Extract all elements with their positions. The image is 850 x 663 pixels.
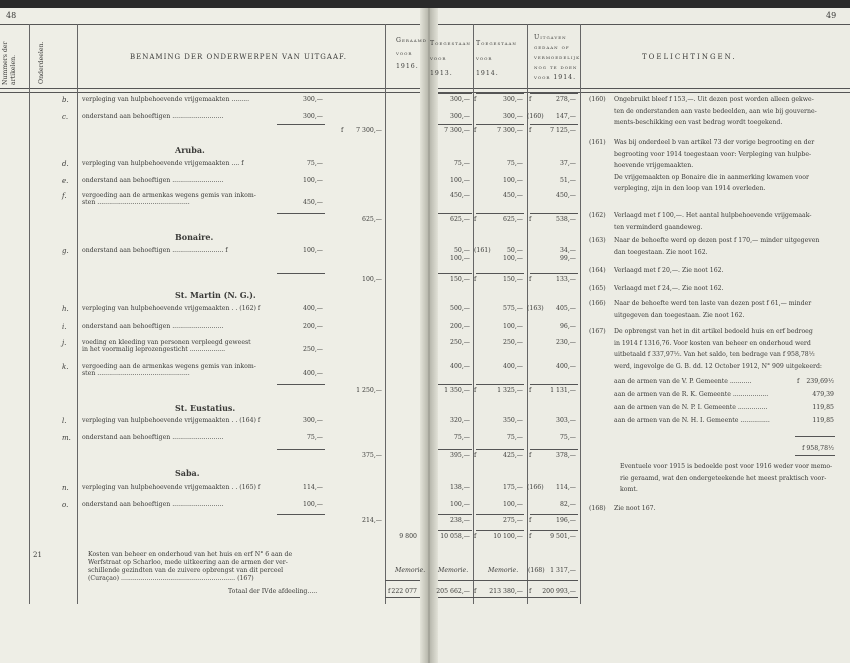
header-toelichtingen: TOELICHTINGEN.	[642, 53, 737, 61]
row-description-cont: sten ...............................................	[82, 370, 190, 377]
total-rule	[385, 580, 420, 581]
column-rule	[385, 24, 386, 604]
article-21-line: Werfstraat op Scharloo, mede uitkeering aan de armen der ver-	[88, 559, 288, 566]
row-letter: g.	[62, 247, 69, 255]
uitgaven-amount: 114,—	[556, 484, 576, 491]
toegestaan-1914-amount: 50,—	[506, 247, 523, 254]
toegestaan-1914-amount: 425,—	[503, 452, 523, 459]
toegestaan-1914-amount: 300,—	[503, 113, 523, 120]
toegestaan-1914-amount: 10 100,—	[493, 533, 523, 540]
currency-f: f	[529, 96, 532, 103]
note-line: Ongebruikt bleef f 153,—. Uit dezen post worden alleen gekwe-	[614, 96, 814, 103]
row-amount: 75,—	[306, 434, 323, 441]
section-title-aruba: Aruba.	[175, 145, 205, 155]
toegestaan-1913-amount: 300,—	[450, 96, 470, 103]
uitgaven-amount: 378,—	[556, 452, 576, 459]
toegestaan-1913-amount: 1 350,—	[444, 387, 470, 394]
currency-f: f	[529, 533, 532, 540]
sum-rule	[530, 530, 578, 531]
header-bottom-rule-right	[438, 88, 850, 89]
toegestaan-1914-amount: 100,—	[503, 177, 523, 184]
row-amount: 75,—	[306, 160, 323, 167]
header-geraamd-line: Geraamd	[396, 37, 427, 44]
note-line: begrooting voor 1914 toegestaan voor: Verpleging van hulpbe-	[614, 150, 812, 158]
toegestaan-1913-amount: 395,—	[450, 452, 470, 459]
toegestaan-1914-amount: 100,—	[503, 323, 523, 330]
toegestaan-1914-amount: 250,—	[503, 339, 523, 346]
note-line: in 1914 f 1316,76. Voor kosten van beheer en onderhoud werd	[614, 339, 811, 347]
header-top-rule-right	[438, 24, 850, 25]
sum-rule	[530, 273, 578, 274]
sum-rule	[530, 124, 578, 125]
row-letter: i.	[62, 323, 67, 331]
row-letter: l.	[62, 417, 67, 425]
row-description: onderstand aan behoeftigen .......................... f	[82, 247, 228, 254]
sum-rule	[476, 530, 524, 531]
toegestaan-1914-amount: 300,—	[503, 96, 523, 103]
note-ref: (168)	[528, 567, 545, 574]
currency-f: f	[474, 588, 477, 595]
uitgaven-amount: 538,—	[556, 216, 576, 223]
uitgaven-amount: 7 125,—	[550, 127, 576, 134]
uitgaven-amount: 37,—	[559, 160, 576, 167]
header-benaming: BENAMING DER ONDERWERPEN VAN UITGAAF.	[130, 53, 347, 61]
toegestaan-1913-amount: 7 300,—	[444, 127, 470, 134]
currency-f: f	[529, 387, 532, 394]
distribution-label: aan de armen van de V. P. Gemeente ...........	[614, 378, 752, 385]
right-page	[431, 8, 850, 663]
note-line: Was bij onderdeel b van artikel 73 der vorige begrooting en der	[614, 139, 815, 146]
row-description: voeding en kleeding van personen verpleegd geweest	[82, 339, 251, 346]
article-21-line: Kosten van beheer en onderhoud van het huis en erf N° 6 aan de	[88, 551, 293, 558]
note-number: (162)	[589, 212, 606, 219]
toegestaan-1913-amount: 450,—	[450, 192, 470, 199]
note-line: dan toegestaan. Zie noot 162.	[614, 248, 708, 256]
section-title-bonaire: Bonaire.	[175, 232, 214, 242]
eventual-line: rie geraamd, wat den ondergeteekende het meest praktisch voor-	[620, 474, 827, 482]
total-1913: 205 662,—	[436, 588, 470, 595]
toegestaan-1913-amount: 10 058,—	[440, 533, 470, 540]
total-rule-bottom	[438, 597, 578, 598]
note-line: De opbrengst van het in dit artikel bedoeld huis en erf bedroeg	[614, 328, 813, 335]
note-number: (168)	[589, 505, 606, 512]
subtotal-rule	[277, 449, 325, 450]
sum-rule	[438, 530, 472, 531]
note-line: Naar de behoefte werd ten laste van dezen post f 61,— minder	[614, 300, 812, 307]
row-amount: 300,—	[303, 96, 323, 103]
subtotal-rule	[277, 213, 325, 214]
note-line: Naar de behoefte werd op dezen post f 170,— minder uitgegeven	[614, 237, 820, 244]
total-rule	[438, 580, 578, 581]
header-toegestaan-1914-line: Toegestaan	[476, 40, 517, 47]
eventual-line: Eventuele voor 1915 is bedoelde post voor 1916 weder voor memo-	[620, 463, 833, 470]
sum-rule	[530, 384, 578, 385]
memorie-1914: Memorie.	[488, 567, 519, 574]
sum-rule	[530, 93, 578, 94]
toegestaan-1913-amount: 238,—	[450, 517, 470, 524]
currency-f: f	[529, 517, 532, 524]
currency-f: f	[474, 96, 477, 103]
row-amount: 100,—	[303, 501, 323, 508]
subtotal-rule	[277, 514, 325, 515]
sum-rule	[438, 384, 472, 385]
note-ref: (161)	[474, 247, 491, 254]
note-number: (166)	[589, 300, 606, 307]
note-line: ments-beschikking een vast bedrag wordt toegekend.	[614, 119, 783, 126]
toegestaan-1914-amount: 100,—	[503, 501, 523, 508]
row-letter: c.	[62, 113, 69, 121]
toegestaan-1914-amount: 575,—	[503, 305, 523, 312]
uitgaven-amount: 96,—	[559, 323, 576, 330]
row-amount: 300,—	[303, 113, 323, 120]
uitgaven-amount: 9 501,—	[550, 533, 576, 540]
toegestaan-1913-amount: 250,—	[450, 339, 470, 346]
subtotal-amount: 625,—	[362, 216, 382, 223]
distribution-rule	[795, 436, 835, 437]
row-letter: k.	[62, 363, 69, 371]
toegestaan-1913-amount: 400,—	[450, 363, 470, 370]
eventual-line: komt.	[620, 486, 638, 493]
column-rule	[527, 24, 528, 604]
header-top-rule	[0, 24, 420, 25]
uitgaven-amount: 405,—	[556, 305, 576, 312]
subtotal-amount: 7 300,—	[356, 127, 382, 134]
page-number-right: 49	[826, 11, 837, 20]
subtotal-amount: 214,—	[362, 517, 382, 524]
toegestaan-1913-amount: 100,—	[450, 255, 470, 262]
subtotal-amount: 100,—	[362, 276, 382, 283]
row-description: onderstand aan behoeftigen ..........................	[82, 113, 224, 120]
sum-rule	[530, 213, 578, 214]
row-amount: 450,—	[303, 199, 323, 206]
total-rule-bottom	[385, 597, 420, 598]
header-toegestaan-1914-line: 1914.	[476, 70, 499, 77]
row-description: onderstand aan behoeftigen ..........................	[82, 323, 224, 330]
currency-f: f	[474, 216, 477, 223]
sum-rule	[476, 93, 524, 94]
sum-rule	[438, 93, 472, 94]
note-ref: (163)	[527, 305, 544, 312]
row-description: verpleging van hulpbehoevende vrijgemaakten .........	[82, 96, 250, 103]
currency-f: f	[529, 127, 532, 134]
row-letter: o.	[62, 501, 69, 509]
subtotal-rule	[277, 273, 325, 274]
total-1914: 213 380,—	[489, 588, 523, 595]
toegestaan-1913-amount: 320,—	[450, 417, 470, 424]
uitgaven-amount: 303,—	[556, 417, 576, 424]
header-uitgaven-line: voor 1914.	[534, 74, 577, 81]
subtotal-amount: 1 250,—	[356, 387, 382, 394]
toegestaan-1913-amount: 200,—	[450, 323, 470, 330]
note-line: ten verminderd gaandeweg.	[614, 223, 703, 231]
row-amount: 400,—	[303, 305, 323, 312]
column-rule	[77, 24, 78, 604]
row-letter: f.	[62, 192, 67, 200]
distribution-amount: 119,85	[812, 417, 834, 424]
column-rule	[473, 24, 477, 604]
row-description: verpleging van hulpbehoevende vrijgemaakten . . (164) f	[82, 417, 261, 424]
row-description: onderstand aan behoeftigen ..........................	[82, 177, 224, 184]
toegestaan-1913-amount: 100,—	[450, 177, 470, 184]
note-line: Zie noot 167.	[614, 505, 656, 512]
currency-f: f	[529, 452, 532, 459]
uitgaven-amount: 450,—	[556, 192, 576, 199]
uitgaven-amount: 99,—	[559, 255, 576, 262]
note-line: uitgegeven dan toegestaan. Zie noot 162.	[614, 311, 745, 319]
header-nummers: Nummers der artikelen.	[2, 41, 17, 85]
column-rule	[29, 24, 30, 604]
toegestaan-1913-amount: 50,—	[453, 247, 470, 254]
subtotal-rule	[277, 124, 325, 125]
row-description: vergoeding aan de armenkas wegens gemis van inkom-	[82, 192, 256, 199]
row-letter: b.	[62, 96, 69, 104]
note-number: (163)	[589, 237, 606, 244]
uitgaven-amount: 278,—	[556, 96, 576, 103]
uitgaven-amount: 400,—	[556, 363, 576, 370]
note-line: Verlaagd met f 20,—. Zie noot 162.	[614, 267, 724, 274]
uitgaven-amount: 196,—	[556, 517, 576, 524]
header-uitgaven-line: nog te doen	[534, 64, 578, 71]
note-line: hoevende vrijgemaakten.	[614, 162, 694, 169]
toegestaan-1914-amount: 275,—	[503, 517, 523, 524]
toegestaan-1913-amount: 75,—	[453, 434, 470, 441]
note-ref: (166)	[527, 484, 544, 491]
header-toegestaan-1913-line: 1913.	[430, 70, 453, 77]
header-uitgaven-line: gedaan of	[534, 44, 570, 51]
note-line: verpleging, zijn in den loop van 1914 overleden.	[614, 185, 766, 192]
sum-rule	[476, 213, 524, 214]
toegestaan-1914-amount: 450,—	[503, 192, 523, 199]
currency-f: f	[474, 276, 477, 283]
toegestaan-1914-amount: 400,—	[503, 363, 523, 370]
note-line: uitbetaald f 337,97½. Van het saldo, ten bedrage van f 958,78½	[614, 351, 815, 358]
uitgaven-amount: 75,—	[559, 434, 576, 441]
row-description: vergoeding aan de armenkas wegens gemis van inkom-	[82, 363, 256, 370]
row-amount: 250,—	[303, 346, 323, 353]
header-toegestaan-1913-line: voor	[430, 55, 447, 62]
uitgaven-amount: 133,—	[556, 276, 576, 283]
uitgaven-amount: 82,—	[559, 501, 576, 508]
toegestaan-1914-amount: 75,—	[506, 160, 523, 167]
header-toegestaan-1914-line: voor	[476, 55, 493, 62]
currency-f: f	[529, 276, 532, 283]
total-uitgaven: 200 993,—	[542, 588, 576, 595]
currency-f: f	[388, 588, 391, 595]
distribution-label: aan de armen van de N. P. I. Gemeente ...............	[614, 404, 768, 411]
article-21-line: schillende gezindten van de zuivere opbrengst van dit perceel	[88, 567, 284, 574]
note-number: (160)	[589, 96, 606, 103]
currency-f: f	[797, 378, 800, 385]
subtotal-rule	[277, 384, 325, 385]
toegestaan-1913-amount: 100,—	[450, 501, 470, 508]
currency-f: f	[474, 127, 477, 134]
header-bottom-rule-2	[0, 92, 420, 93]
currency-f: f	[474, 452, 477, 459]
header-geraamd-line: 1916.	[396, 63, 419, 70]
sum-rule	[476, 514, 524, 515]
distribution-label: aan de armen van de N. H. I. Gemeente ...............	[614, 417, 770, 424]
sum-rule	[476, 449, 524, 450]
uitgaven-amount: 1 131,—	[550, 387, 576, 394]
distribution-amount: 239,69½	[806, 378, 834, 385]
row-description: verpleging van hulpbehoevende vrijgemaakten . . (165) f	[82, 484, 261, 491]
subtotal-amount: 375,—	[362, 452, 382, 459]
note-line: ten de onderstanden aan vaste bedeelden, aan wie bij gouverne-	[614, 107, 817, 115]
sum-rule	[476, 384, 524, 385]
total-label: Totaal der IVde afdeeling.....	[228, 588, 318, 595]
row-letter: e.	[62, 177, 69, 185]
currency-f: f	[529, 216, 532, 223]
currency-f: f	[529, 588, 532, 595]
page-number-left: 48	[6, 11, 17, 20]
header-bottom-rule	[0, 88, 420, 89]
toegestaan-1913-amount: 138,—	[450, 484, 470, 491]
column-rule	[580, 24, 581, 604]
toegestaan-1914-amount: 100,—	[503, 255, 523, 262]
toegestaan-1914-amount: 175,—	[503, 484, 523, 491]
row-description: verpleging van hulpbehoevende vrijgemaakten .... f	[82, 160, 244, 167]
sum-rule	[438, 449, 472, 450]
row-letter: h.	[62, 305, 69, 313]
note-ref: (160)	[527, 113, 544, 120]
note-number: (165)	[589, 285, 606, 292]
sum-rule	[438, 124, 472, 125]
note-line: Verlaagd met f 24,—. Zie noot 162.	[614, 285, 724, 292]
toegestaan-1913-amount: 625,—	[450, 216, 470, 223]
sum-rule	[438, 213, 472, 214]
row-amount: 400,—	[303, 370, 323, 377]
header-uitgaven-line: vermoedelijk	[534, 54, 581, 61]
distribution-label: aan de armen van de R. K. Gemeente ..................	[614, 391, 769, 398]
row-amount: 100,—	[303, 177, 323, 184]
header-geraamd-line: voor	[396, 50, 413, 57]
toegestaan-1914-amount: 75,—	[506, 434, 523, 441]
uitgaven-amount: 51,—	[559, 177, 576, 184]
row-description-cont: sten ...............................................	[82, 199, 190, 206]
note-number: (164)	[589, 267, 606, 274]
distribution-rule-bottom	[795, 455, 835, 456]
row-letter: j.	[62, 339, 67, 347]
currency-f: f	[474, 533, 477, 540]
sum-rule	[438, 273, 472, 274]
distribution-amount: 479,39	[812, 391, 834, 398]
uitgaven-amount: 1 317,—	[550, 567, 576, 574]
toegestaan-1914-amount: 7 300,—	[497, 127, 523, 134]
row-letter: n.	[62, 484, 69, 492]
article-21-line: (Curaçao) .......................................................... (167)	[88, 575, 254, 582]
toegestaan-1913-amount: 300,—	[450, 113, 470, 120]
header-toegestaan-1913-line: Toegestaan	[430, 40, 471, 47]
uitgaven-amount: 230,—	[556, 339, 576, 346]
note-number: (167)	[589, 328, 606, 335]
section-title-stmartin: St. Martin (N. G.).	[175, 290, 256, 300]
total-geraamd: 222 077	[391, 588, 417, 595]
row-amount: 200,—	[303, 323, 323, 330]
distribution-amount: 119,85	[812, 404, 834, 411]
uitgaven-amount: 147,—	[556, 113, 576, 120]
memorie-geraamd: Memorie.	[395, 567, 426, 574]
row-letter: d.	[62, 160, 69, 168]
section-title-saba: Saba.	[175, 468, 200, 478]
note-number: (161)	[589, 139, 606, 146]
note-line: Verlaagd met f 100,—. Het aantal hulpbehoevende vrijgemaak-	[614, 212, 812, 219]
toegestaan-1914-amount: 350,—	[503, 417, 523, 424]
row-amount: 114,—	[303, 484, 323, 491]
sum-rule	[476, 124, 524, 125]
toegestaan-1913-amount: 150,—	[450, 276, 470, 283]
article-number: 21	[33, 551, 42, 559]
row-description: verpleging van hulpbehoevende vrijgemaakten . . (162) f	[82, 305, 261, 312]
sum-rule	[438, 514, 472, 515]
toegestaan-1914-amount: 1 325,—	[497, 387, 523, 394]
memorie-1913: Memorie.	[438, 567, 469, 574]
row-amount: 100,—	[303, 247, 323, 254]
row-amount: 300,—	[303, 417, 323, 424]
header-onderdeelen: Onderdeelen.	[38, 41, 45, 84]
sum-rule	[530, 449, 578, 450]
sum-rule	[476, 273, 524, 274]
toegestaan-1913-amount: 75,—	[453, 160, 470, 167]
distribution-total: f 958,78½	[802, 445, 834, 452]
toegestaan-1913-amount: 500,—	[450, 305, 470, 312]
subtotal-currency: f	[341, 127, 344, 134]
currency-f: f	[474, 387, 477, 394]
note-line: De vrijgemaakten op Bonaire die in aanmerking kwamen voor	[614, 173, 809, 181]
row-letter: m.	[62, 434, 71, 442]
book-gutter	[420, 8, 438, 663]
geraamd-amount: 9 800	[399, 533, 417, 540]
row-description-cont: in het voormalig leprozengesticht ..................	[82, 346, 226, 353]
section-title-steustatius: St. Eustatius.	[175, 403, 236, 413]
row-description: onderstand aan behoeftigen ..........................	[82, 501, 224, 508]
sum-rule	[530, 514, 578, 515]
toegestaan-1914-amount: 150,—	[503, 276, 523, 283]
toegestaan-1914-amount: 625,—	[503, 216, 523, 223]
header-uitgaven-line: Uitgaven	[534, 34, 567, 41]
note-line: werd, ingevolge de G. B. dd. 12 October 1912, N° 909 uitgekeerd:	[614, 362, 822, 370]
uitgaven-amount: 34,—	[559, 247, 576, 254]
row-description: onderstand aan behoeftigen ..........................	[82, 434, 224, 441]
